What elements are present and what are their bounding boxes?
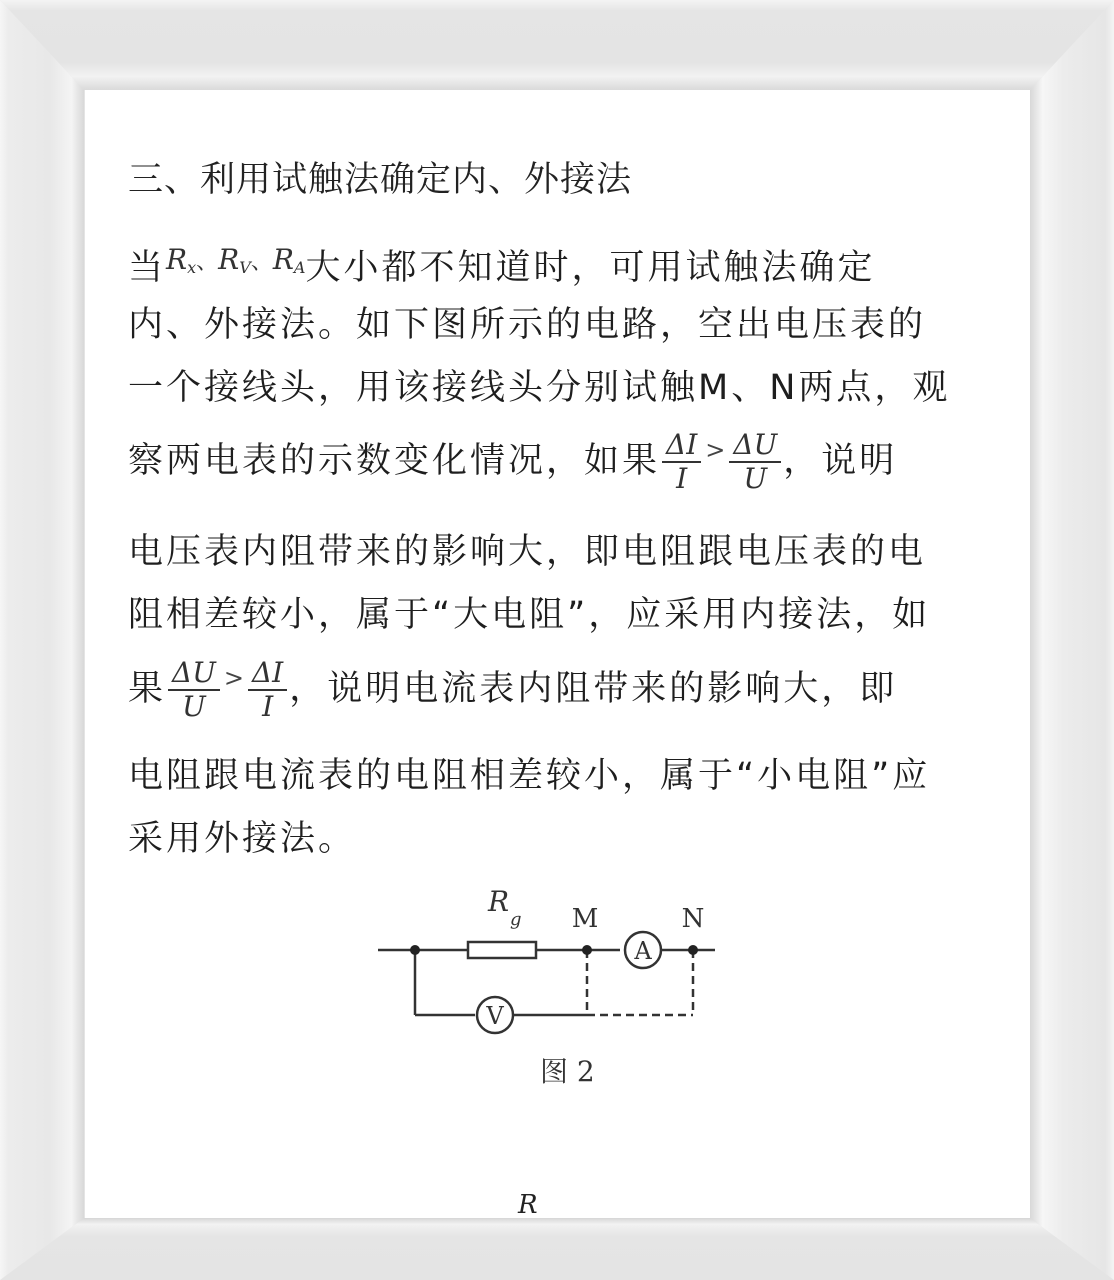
resistor-rg [468, 942, 536, 958]
greater-than-sign: > [705, 436, 726, 464]
text-fragment: 察两电表的示数变化情况，如果 [128, 441, 661, 481]
greater-than-sign: > [223, 664, 244, 692]
paragraph-line-3: 一个接线头，用该接线头分别试触M、N两点，观 [128, 368, 951, 408]
frame-top-bevel [0, 0, 1114, 90]
frame-right-bevel [1030, 0, 1114, 1280]
paragraph-line-1: 当$^{R_x、R_V、R_A}$大小都不知道时，可用试触法确定 [128, 243, 876, 288]
junction-node [410, 945, 420, 955]
paragraph-line-5: 电压表内阻带来的影响大，即电阻跟电压表的电 [128, 532, 927, 572]
fraction-delta-i-over-i: $\frac{\Delta I}{I}$ [662, 429, 701, 495]
document-page [85, 90, 1030, 1218]
frame-bottom-bevel [0, 1218, 1114, 1280]
text-fragment: 果 [128, 669, 167, 709]
cut-off-fragment: R [518, 1190, 538, 1218]
resistor-subscript: g [510, 909, 522, 930]
resistor-rv: RV [218, 243, 251, 277]
fraction-delta-i-over-i: $\frac{\Delta I}{I}$ [248, 657, 287, 723]
text-fragment: ，说明电流表内阻带来的影响大，即 [289, 669, 898, 709]
node-n-dot [688, 945, 698, 955]
resistor-ra: RA [272, 243, 306, 277]
resistor-label: R [488, 885, 510, 918]
ammeter-label: A [634, 937, 652, 965]
paragraph-line-7 [128, 656, 988, 723]
text-fragment: ，说明 [783, 441, 898, 481]
paragraph-line-8: 电阻跟电流表的电阻相差较小，属于“小电阻”应 [128, 756, 931, 796]
fraction-delta-u-over-u: $\frac{\Delta U}{U}$ [168, 657, 220, 723]
node-m-dot [582, 945, 592, 955]
text-fragment: 当 [128, 248, 167, 288]
resistor-rx: Rx [166, 243, 197, 277]
circuit-diagram [370, 875, 730, 1035]
paragraph-line-2: 内、外接法。如下图所示的电路，空出电压表的 [128, 305, 927, 345]
frame-left-bevel [0, 0, 84, 1280]
paragraph-line-9: 采用外接法。 [128, 819, 357, 859]
paragraph-line-4 [128, 428, 988, 495]
paragraph-line-6: 阻相差较小，属于“大电阻”，应采用内接法，如 [128, 595, 931, 635]
node-m-label: M [571, 904, 599, 934]
voltmeter-label: V [486, 1002, 504, 1030]
section-heading: 三、利用试触法确定内、外接法 [128, 160, 633, 200]
fraction-delta-u-over-u: $\frac{\Delta U}{U}$ [729, 429, 781, 495]
text-fragment: 大小都不知道时，可用试触法确定 [305, 248, 876, 288]
node-n-label: N [681, 904, 705, 934]
figure-caption: 图 2 [540, 1055, 595, 1088]
